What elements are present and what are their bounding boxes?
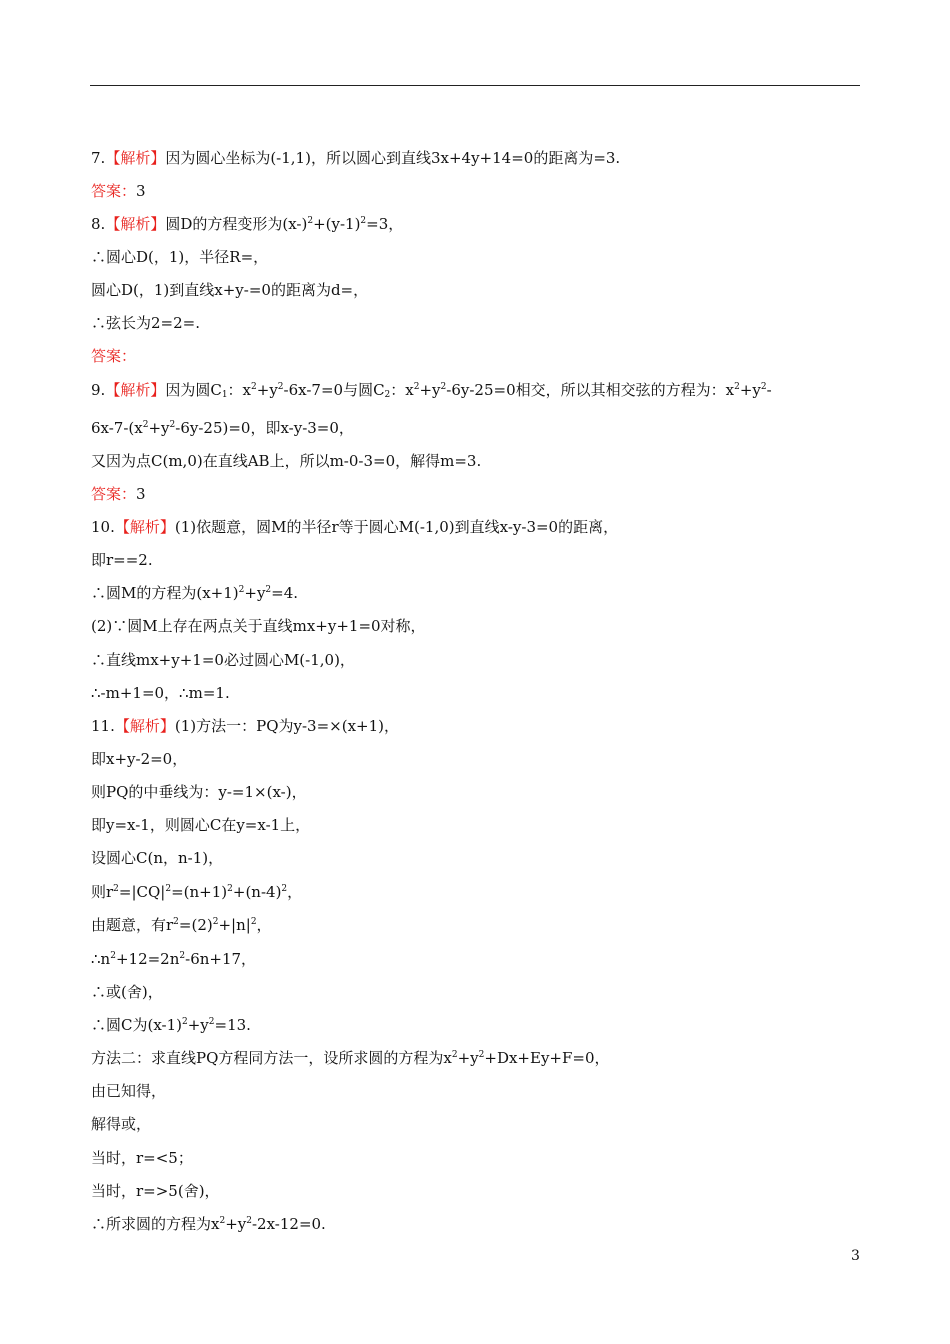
q11-step: 解得或，: [91, 1115, 152, 1133]
q8-solution: 8.【解析】圆D的方程变形为$(x-)^2+(y-1)^2=3$，: [91, 215, 404, 233]
question-number: 10.: [91, 518, 115, 536]
q8-answer: [91, 346, 136, 366]
q11-step: 由已知得，: [91, 1082, 167, 1100]
question-number: 7.: [91, 149, 106, 167]
answer-value: 3: [136, 485, 146, 503]
question-number: 9.: [91, 381, 106, 399]
q11-step: 即y=x-1，则圆心C在y=x-1上，: [91, 816, 311, 834]
q11-step: 当时，r=<5；: [91, 1149, 193, 1167]
q8-step: 圆心D(，1)到直线x+y-=0的距离为d=，: [91, 281, 369, 299]
q7-solution: 7.【解析】因为圆心坐标为(-1,1)，所以圆心到直线3x+4y+14=0的距离为=3.: [91, 149, 621, 167]
q10-step: ∴-m+1=0，∴m=1.: [91, 684, 230, 702]
q10-step: ∴圆M的方程为$(x+1)^2+y^2=4$.: [91, 584, 299, 602]
question-number: 8.: [91, 215, 106, 233]
q7-answer: [91, 181, 146, 201]
answer-value: 3: [136, 182, 146, 200]
q11-step: ∴所求圆的方程为$x^2+y^2-2x-12=0$.: [91, 1215, 326, 1233]
q9-solution: 9.【解析】因为圆$C_1$：$x^2+y^2-6x-7=0$与圆$C_2$：$x^2+y^2-6y-25=0$相交，所以其相交弦的方程为：$x^2+y^2-$: [91, 381, 772, 400]
q9-answer: [91, 484, 146, 504]
analysis-tag: 【解析】: [114, 518, 175, 536]
q10-step: (2)∵圆M上存在两点关于直线mx+y+1=0对称，: [91, 617, 426, 635]
page-number: 3: [851, 1248, 860, 1264]
analysis-tag: 【解析】: [105, 149, 166, 167]
q9-step: 又因为点C(m,0)在直线AB上，所以m-0-3=0，解得m=3.: [91, 452, 482, 470]
q8-step: ∴弦长为2=2=.: [91, 314, 200, 332]
answer-label: 答案：: [91, 347, 137, 365]
q11-step: 方法二：求直线PQ方程同方法一，设所求圆的方程为$x^2+y^2+Dx+Ey+F=0$，: [91, 1049, 610, 1067]
analysis-tag: 【解析】: [114, 717, 175, 735]
q11-step: 由题意，有$r^2=(2)^2+|n|^2$，: [91, 916, 272, 934]
analysis-tag: 【解析】: [105, 215, 166, 233]
q10-step: 即r==2.: [91, 551, 153, 569]
q8-step: ∴圆心D(，1)，半径R=，: [91, 248, 269, 266]
q11-solution: 11.【解析】(1)方法一：PQ为y-3=×(x+1)，: [91, 717, 400, 735]
question-number: 11.: [91, 717, 115, 735]
q11-step: 则PQ的中垂线为：y-=1×(x-)，: [91, 783, 307, 801]
answer-label: 答案：: [91, 485, 137, 503]
q10-step: ∴直线mx+y+1=0必过圆心M(-1,0)，: [91, 651, 355, 669]
q11-step: 则$r^2=|CQ|^2=(n+1)^2+(n-4)^2$，: [91, 883, 303, 901]
q11-step: 当时，r=>5(舍)，: [91, 1182, 220, 1200]
q11-step: $\therefore n^2+12=2n^2-6n+17$，: [91, 950, 257, 968]
header-rule: [90, 85, 860, 86]
q10-solution: 10.【解析】(1)依题意，圆M的半径r等于圆心M(-1,0)到直线x-y-3=0的距离，: [91, 518, 619, 536]
q11-step: ∴圆C为$(x-1)^2+y^2=13$.: [91, 1016, 251, 1034]
q11-step: 即x+y-2=0，: [91, 750, 188, 768]
q9-step: $6x-7-(x^2+y^2-6y-25)=0$，即x-y-3=0，: [91, 419, 354, 437]
analysis-tag: 【解析】: [105, 381, 166, 399]
q11-step: ∴或(舍)，: [91, 983, 163, 1001]
q11-step: 设圆心C(n，n-1)，: [91, 849, 224, 867]
answer-label: 答案：: [91, 182, 137, 200]
